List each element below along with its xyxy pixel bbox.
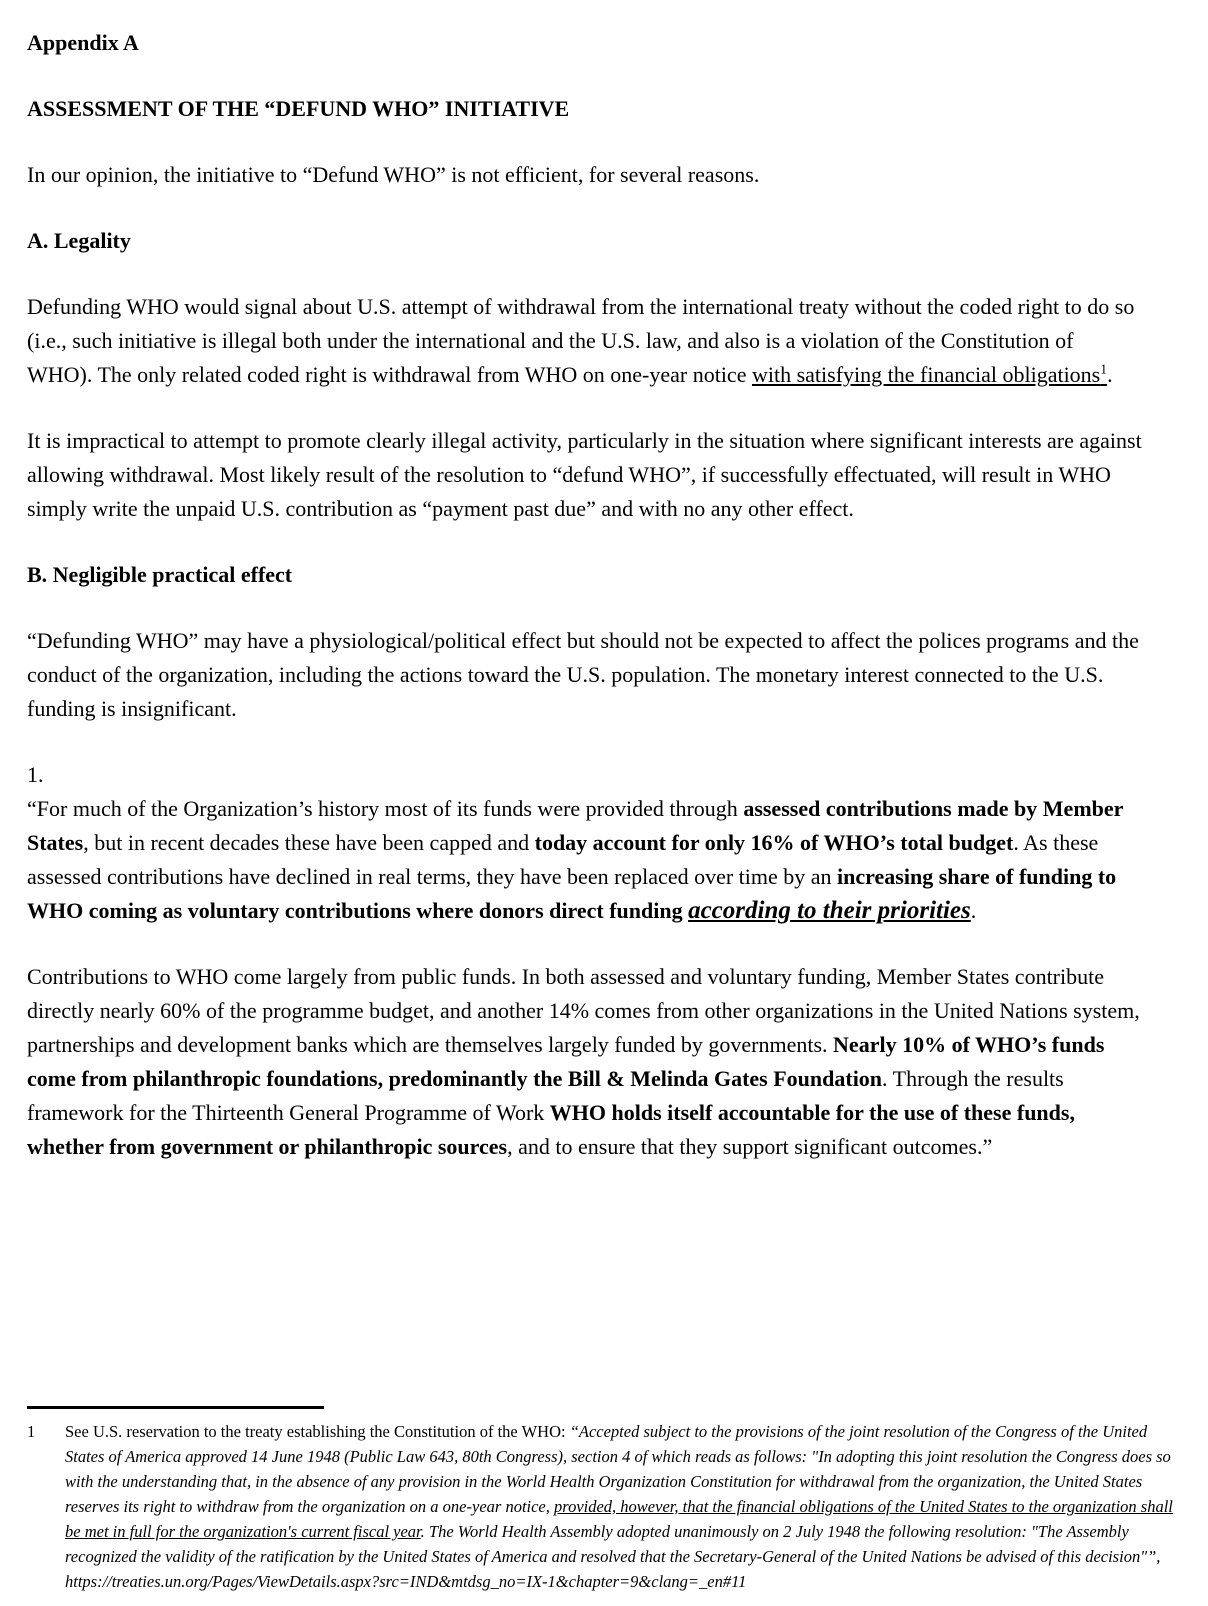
underlined-phrase (752, 362, 1107, 387)
section-a-paragraph-1 (27, 290, 1142, 392)
intro-block (27, 158, 1142, 192)
section-b-heading-block (27, 558, 1142, 592)
bold-run: WHO holds itself accountable for the use of these funds, whether from government or philanthropic sources (27, 1100, 1075, 1159)
text-paragraph: It is impractical to attempt to promote clearly illegal activity, particularly in the situation where significant interests are against allowing withdrawal. Most likely result of the resolution to “defund WHO”, if successfully effectuated, will result in WHO simply write the unpaid U.S. contribution as “payment past due” and with no any other effect. (27, 428, 1142, 521)
text-run: “For much of the Organization’s history most of its funds were provided through (27, 796, 744, 821)
quote-paragraph-2 (27, 960, 1142, 1164)
text-run: . (970, 898, 977, 923)
section-a-heading: A. Legality (27, 228, 131, 253)
footnote-url: https://treaties.un.org/Pages/ViewDetails.aspx?src=IND&mtdsg_no=IX-1&chapter=9&clang=_en#11 (65, 1572, 747, 1591)
appendix-label-block (27, 26, 1142, 60)
section-a-paragraph-2 (27, 424, 1142, 526)
quote-paragraph-1 (27, 792, 1142, 928)
text-run: . (1107, 362, 1113, 387)
text-run: . Through the results framework for the Thirteenth General Programme of Work (27, 1066, 1064, 1125)
quoted-source-block (27, 758, 1142, 928)
intro-paragraph: In our opinion, the initiative to “Defund WHO” is not efficient, for several reasons. (27, 162, 760, 187)
footnote-1 (27, 1419, 1178, 1594)
list-marker: 1. (27, 762, 44, 787)
section-a-heading-block (27, 224, 1142, 258)
title-block (27, 92, 1142, 126)
text-run: , but in recent decades these have been capped and (83, 830, 535, 855)
footnote-reference: 1 (1100, 361, 1108, 377)
footnote-separator (27, 1406, 324, 1409)
underlined-italic-run: provided, however, that the financial obligations of the United States to the organization shall be met in full for the organization's current fiscal year (65, 1497, 1173, 1541)
italic-run: . The World Health Assembly adopted unanimously on 2 July 1948 the following resolution: "The Assembly recognized the validity of the ratification by the United States of America and resolved that the Secretary-General of the United Nations be advised of this decision"”, (65, 1522, 1161, 1566)
document-body (27, 26, 1178, 1196)
text-run: Defunding WHO would signal about U.S. attempt of withdrawal from the international treaty without the coded right to do so (i.e., such initiative is illegal both under the international and the U.S. law, and also is a violation of the Constitution of WHO). The only related coded right is withdrawal from WHO on one-year notice (27, 294, 1135, 387)
document-title: ASSESSMENT OF THE “DEFUND WHO” INITIATIVE (27, 96, 570, 121)
section-b-heading: B. Negligible practical effect (27, 562, 293, 587)
bold-run: assessed contributions made by Member States (27, 796, 1124, 855)
quote-paragraph-2-block (27, 960, 1142, 1164)
bold-run: increasing share of funding to WHO coming as voluntary contributions where donors direct funding (27, 864, 1117, 923)
text-run: , and to ensure that they support significant outcomes.” (507, 1134, 993, 1159)
footnote-marker: 1 (27, 1422, 36, 1441)
text-run: See U.S. reservation to the treaty establishing the Constitution of the WHO: (65, 1422, 570, 1441)
footnote-text (65, 1419, 1174, 1594)
italic-run: “Accepted subject to the provisions of the joint resolution of the Congress of the United States of America approved 14 June 1948 (Public Law 643, 80th Congress), section 4 of which reads as follows: "In adopting this joint resolution the Congress does so with the understanding that, in the absence of any provision in the World Health Organization Constitution for withdrawal from the organization, the United States reserves its right to withdraw from the organization on a one-year notice, (65, 1422, 1171, 1516)
footnote-area (27, 1388, 1178, 1594)
text-run: Contributions to WHO come largely from public funds. In both assessed and voluntary funding, Member States contribute directly nearly 60% of the programme budget, and another 14% comes from other organizations in the United Nations system, partnerships and development banks which are themselves largely funded by governments. (27, 964, 1140, 1057)
bold-run: today account for only 16% of WHO’s total budget (534, 830, 1014, 855)
text-run: . As these assessed contributions have declined in real terms, they have been replaced over time by an (27, 830, 1099, 889)
appendix-label: Appendix A (27, 30, 139, 55)
bold-run: Nearly 10% of WHO’s funds come from philanthropic foundations, predominantly the Bill & Melinda Gates Foundation (27, 1032, 1105, 1091)
text-paragraph: “Defunding WHO” may have a physiological/political effect but should not be expected to affect the polices programs and the conduct of the organization, including the actions toward the U.S. population. The monetary interest connected to the U.S. funding is insignificant. (27, 628, 1139, 721)
emphasized-phrase: according to their priorities (688, 897, 971, 924)
text-run: with satisfying the financial obligations (751, 362, 1101, 387)
section-b-paragraph-1 (27, 624, 1142, 726)
